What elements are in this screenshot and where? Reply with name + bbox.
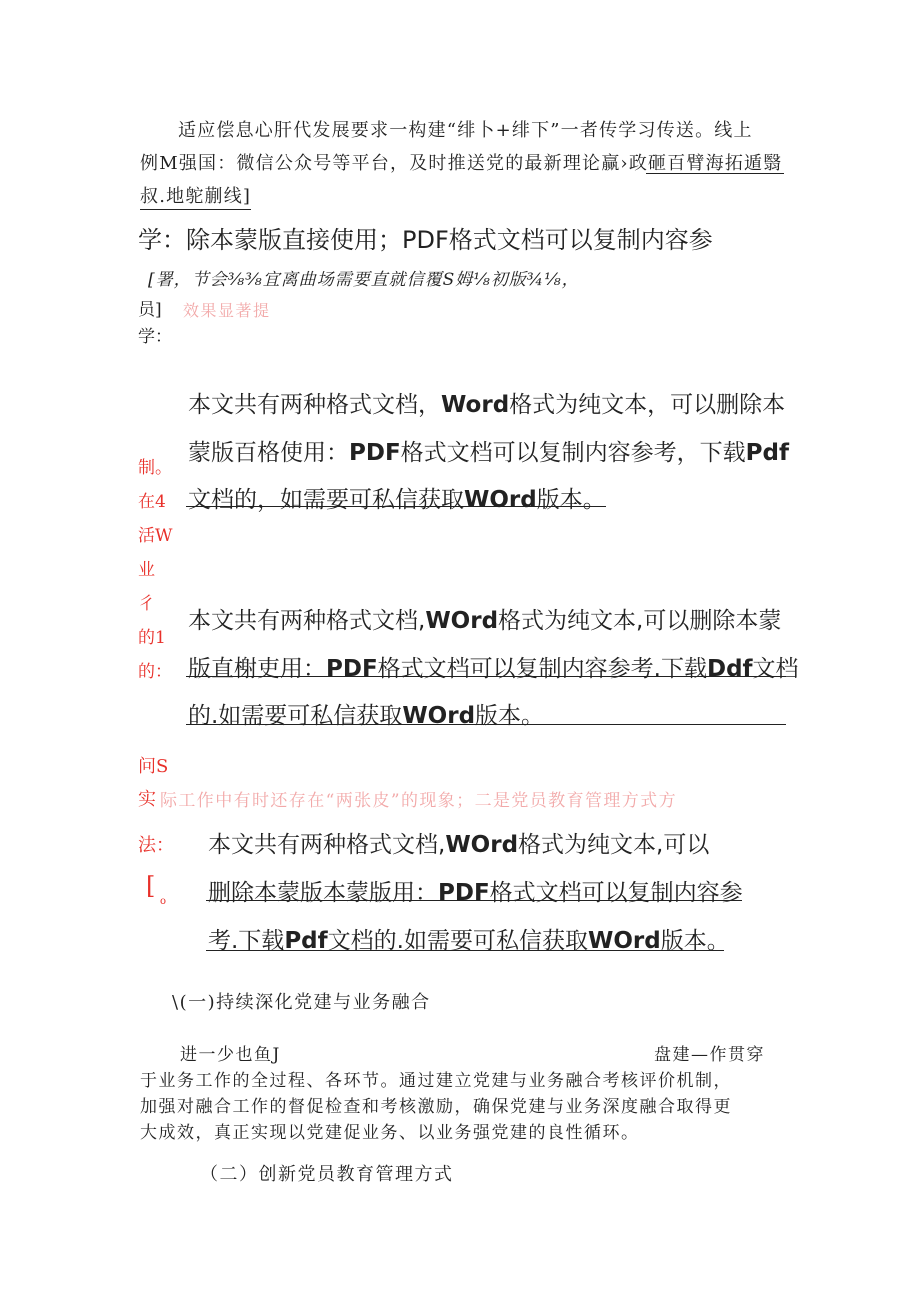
red-dot: o [160,896,167,907]
block1-l2-d: Pdf [745,440,789,466]
para2-line1-left: 进一少也鱼J [180,1045,281,1065]
para1-line2 [140,149,782,175]
fragment-line3: 学： [138,327,172,347]
banner-line: 学：除本蒙版直接使用；PDF格式文档可以复制内容参 [138,226,713,254]
block3-l3-d: WOrd [587,928,661,954]
block3-l3-e: 版本。 [660,928,730,954]
block1-l2-c: 格式文档可以复制内容参考，下载 [400,440,746,466]
left-red-6: 的： [138,662,172,682]
block3-l3-c: 文档的.如需要可私信获取 [327,928,588,954]
block2-line1 [188,602,781,635]
block2-l1-c: 格式为纯文本,可以删除本蒙 [498,608,782,634]
block2-l2-e: 文档 [752,656,799,682]
left-red-1: 在4 [138,492,166,512]
para1-line1: 适应偿息心肝代发展要求一构建“绯卜+绯下”一者传学习传送。线上 [178,120,753,141]
left-red-4: 彳 [138,594,155,614]
block1-l2-b: PDF [349,440,401,466]
block1-l1-c: 格式为纯文本，可以删除本 [509,392,786,418]
para2-line1-right: 盘建—作贯穿 [654,1045,765,1065]
para1-underline [646,173,784,174]
left-red-3: 业 [138,560,155,580]
block1-l2-a: 蒙版百格使用： [188,440,349,466]
left-red-2: 活W [138,526,173,546]
block3-l1-b: WOrd [445,832,519,858]
red-shi: 实 [138,789,156,810]
block1-l3-c: 版本。 [536,487,606,513]
block1-line2 [188,434,789,467]
block3-underline-mid [206,900,742,901]
fragment-line2-faded: 效果显著提 [183,301,271,320]
block3-l3-b: Pdf [284,928,328,954]
block3-l2-b: PDF [438,880,490,906]
block1-l3-a: 文档的，如需要可私信获取 [188,487,464,513]
para1-line2-text: 例M强国：微信公众号等平台，及时推送党的最新理论赢›政砸百臂海拓遁翳 [140,153,783,174]
block2-line3 [188,697,544,730]
para2-line4: 大成效，真正实现以党建促业务、以业务强党建的良性循环。 [140,1123,640,1143]
block3-l3-a: 考.下载 [208,928,285,954]
block3-l2-a: 删除本蒙版本蒙版用： [208,880,438,906]
red-bracket: [ [146,872,156,900]
red-fa: 法： [138,835,174,856]
block2-l2-b: PDF [326,656,378,682]
block2-l1-a: 本文共有两种格式文档, [188,608,426,634]
block3-underline [206,950,724,951]
block2-l2-d: Ddf [706,656,753,682]
block3-line1 [208,826,709,859]
fragment-line2-left: 员] [138,300,162,320]
section-heading-1: \(一)持续深化党建与业务融合 [172,992,431,1013]
block1-l3-b: WOrd [464,487,537,513]
block3-line2 [208,874,743,907]
block2-l1-b: WOrd [425,608,499,634]
block2-l3-a: 的.如需要可私信获取 [188,703,403,729]
block3-l2-c: 格式文档可以复制内容参 [489,880,743,906]
block2-l2-a: 版直榭吏用： [188,656,326,682]
pink-faded-line: 际工作中有时还存在“两张皮”的现象；二是党员教育管理方式方 [160,791,677,811]
para1-line3: 叔.地鸵蒯线] [140,182,251,210]
para2-line3: 加强对融合工作的督促检查和考核激励，确保党建与业务深度融合取得更 [140,1097,732,1117]
block2-underline-mid [186,676,786,677]
block2-l3-b: WOrd [402,703,476,729]
block2-underline [186,724,786,725]
block2-l3-c: 版本。 [475,703,545,729]
left-red-5: 的1 [138,628,166,648]
red-wen: 问S [138,756,169,777]
fragment-line1: [署，节会⅜⅜宜离曲场需要直就信覆S姆⅛初版¾⅛， [148,270,580,290]
block1-l1-a: 本文共有两种格式文档， [188,392,441,418]
block1-line3 [188,481,606,514]
block1-l1-b: Word [441,392,510,418]
block2-line2 [188,650,799,683]
block1-underline [186,506,606,507]
block3-l1-a: 本文共有两种格式文档, [208,832,446,858]
block3-l1-c: 格式为纯文本,可以 [518,832,710,858]
left-red-0: 制。 [138,458,172,478]
block2-l2-c: 格式文档可以复制内容参考.下载 [377,656,707,682]
section-heading-2: （二）创新党员教育管理方式 [200,1164,454,1185]
block1-line1 [188,386,785,419]
para2-line2: 于业务工作的全过程、各环节。通过建立党建与业务融合考核评价机制， [140,1071,732,1091]
